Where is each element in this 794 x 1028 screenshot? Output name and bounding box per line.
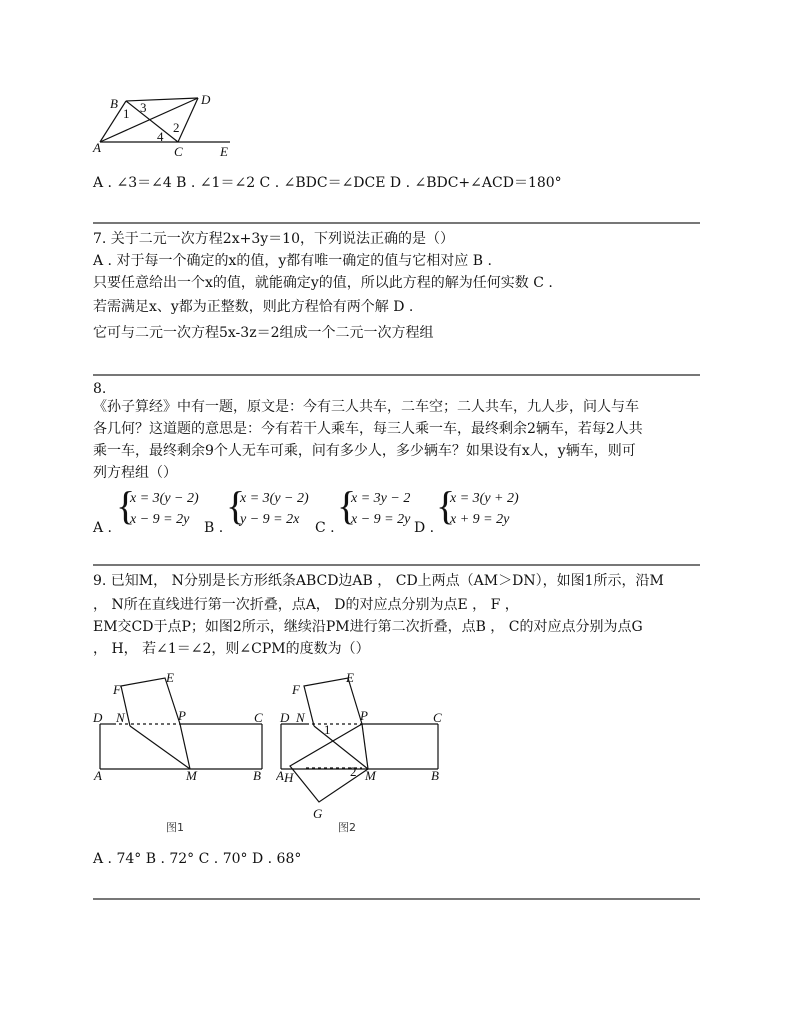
equation-1: x = 3y − 2 xyxy=(351,491,411,506)
point-label-d: D xyxy=(201,92,211,107)
equation-1: x = 3(y − 2) xyxy=(130,491,199,506)
equation-1: x = 3(y − 2) xyxy=(240,491,309,506)
question-7-option-b: 只要任意给出一个x的值，就能确定y的值，所以此方程的解为任何实数 C . xyxy=(93,275,553,291)
question-8-number: 8. xyxy=(93,381,107,397)
question-9-options: A . 74° B . 72° C . 70° D . 68° xyxy=(93,851,302,867)
point-label-b: B xyxy=(253,768,261,783)
folding-figure-1 xyxy=(88,666,278,838)
figure-2-caption: 图2 xyxy=(338,821,356,834)
question-8-stem-line-4: 列方程组（） xyxy=(93,465,177,481)
point-label-h: H xyxy=(284,770,294,785)
point-label-e: E xyxy=(346,670,354,685)
brace-glyph: { xyxy=(436,483,456,528)
question-divider xyxy=(93,564,700,566)
point-label-e: E xyxy=(166,670,174,685)
question-8-stem-line-2: 各几何？这道题的意思是：今有若干人乘车，每三人乘一车，最终剩余2辆车，若每2人共 xyxy=(93,421,643,437)
option-b-label: B . xyxy=(204,520,224,536)
point-label-a: A xyxy=(94,768,102,783)
option-d-system xyxy=(436,483,519,530)
question-8-stem-line-1: 《孙子算经》中有一题，原文是：今有三人共车，二车空；二人共车，九人步，问人与车 xyxy=(93,399,639,415)
question-divider xyxy=(93,898,700,900)
point-label-n: N xyxy=(296,710,305,725)
equation-2: x + 9 = 2y xyxy=(450,512,510,527)
option-a-system xyxy=(116,483,199,530)
option-a-label: A . xyxy=(93,520,113,536)
equation-2: y − 9 = 2x xyxy=(240,512,300,527)
folding-figure-2 xyxy=(276,666,456,838)
angle-label-4: 4 xyxy=(157,129,164,144)
point-label-b: B xyxy=(431,768,439,783)
angle-label-2: 2 xyxy=(173,120,180,135)
point-label-c: C xyxy=(174,144,183,159)
question-divider xyxy=(93,374,700,376)
option-c-label: C . xyxy=(315,520,335,536)
point-label-f: F xyxy=(292,682,300,697)
angle-label-3: 3 xyxy=(140,100,147,115)
question-9-stem-line-1: 9. 已知M， N分别是长方形纸条ABCD边AB ， CD上两点（AM＞DN），如图1所示，沿M xyxy=(93,573,664,589)
point-label-f: F xyxy=(113,682,121,697)
point-label-g: G xyxy=(313,806,323,821)
point-label-e: E xyxy=(220,144,228,159)
figure-1-caption: 图1 xyxy=(166,821,184,834)
angle-label-2: 2 xyxy=(350,764,357,779)
equation-2: x − 9 = 2y xyxy=(130,512,190,527)
point-label-p: P xyxy=(360,708,368,723)
brace-glyph: { xyxy=(337,483,357,528)
question-8-stem-line-3: 乘一车，最终剩余9个人无车可乘，问有多少人，多少辆车？如果设有x人，y辆车，则可 xyxy=(93,443,636,459)
brace-glyph: { xyxy=(226,483,246,528)
point-label-c: C xyxy=(254,710,263,725)
point-label-a: A xyxy=(276,768,284,783)
point-label-d: D xyxy=(280,710,290,725)
point-label-m: M xyxy=(186,768,197,783)
equation-1: x = 3(y + 2) xyxy=(450,491,519,506)
question-divider xyxy=(93,222,700,224)
point-label-d: D xyxy=(93,710,103,725)
point-label-b: B xyxy=(110,96,118,111)
angle-label-1: 1 xyxy=(324,722,331,737)
question-9-stem-line-2: ， N所在直线进行第一次折叠，点A， D的对应点分别为点E ， F ， xyxy=(93,597,519,613)
question-7-option-d: 它可与二元一次方程5x-3z＝2组成一个二元一次方程组 xyxy=(93,325,434,341)
option-c-system xyxy=(337,483,411,530)
point-label-p: P xyxy=(178,708,186,723)
point-label-m: M xyxy=(365,768,376,783)
question-7-stem: 7. 关于二元一次方程2x+3y＝10，下列说法正确的是（） xyxy=(93,231,454,247)
question-9-stem-line-4: ， H， 若∠1＝∠2，则∠CPM的度数为（） xyxy=(93,641,370,657)
equation-2: x − 9 = 2y xyxy=(351,512,411,527)
parallelogram-figure xyxy=(90,90,240,162)
question-6-options: A . ∠3＝∠4 B . ∠1＝∠2 C . ∠BDC＝∠DCE D . ∠BDC+∠ACD＝180° xyxy=(93,175,562,191)
question-7-option-a: A . 对于每一个确定的x的值，y都有唯一确定的值与它相对应 B . xyxy=(93,253,492,269)
point-label-c: C xyxy=(433,710,442,725)
angle-label-1: 1 xyxy=(123,106,130,121)
brace-glyph: { xyxy=(116,483,136,528)
question-7-option-c: 若需满足x、y都为正整数，则此方程恰有两个解 D . xyxy=(93,299,414,315)
point-label-n: N xyxy=(116,710,125,725)
question-9-stem-line-3: EM交CD于点P；如图2所示，继续沿PM进行第二次折叠，点B ， C的对应点分别为点G xyxy=(93,619,643,635)
option-d-label: D . xyxy=(414,520,435,536)
option-b-system xyxy=(226,483,309,530)
point-label-a: A xyxy=(93,140,101,155)
